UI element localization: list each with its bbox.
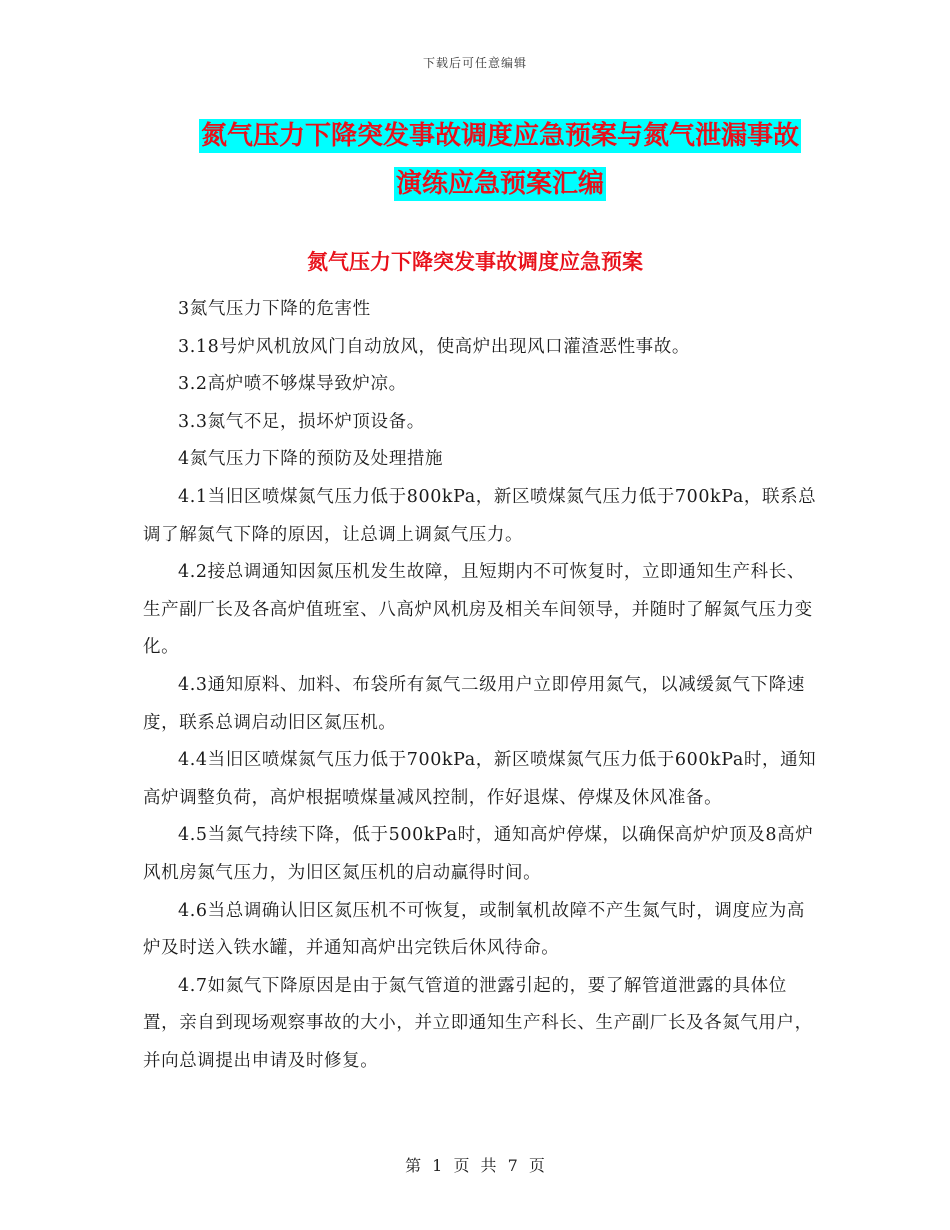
paragraph-4-5: 4.5当氮气持续下降，低于500kPa时，通知高炉停煤，以确保高炉炉顶及8高炉风机房氮气压力，为旧区氮压机的启动赢得时间。 — [143, 825, 814, 883]
paragraph-4-3: 4.3通知原料、加料、布袋所有氮气二级用户立即停用氮气，以减缓氮气下降速度，联系总调启动旧区氮压机。 — [143, 674, 805, 733]
paragraph-hazard-heading: 3氮气压力下降的危害性 — [178, 299, 371, 319]
document-title — [150, 112, 850, 208]
section-title: 氮气压力下降突发事故调度应急预案 — [307, 250, 643, 274]
document-body — [143, 291, 823, 1080]
paragraph-4-4: 4.4当旧区喷煤氮气压力低于700kPa，新区喷煤氮气压力低于600kPa时，通知高炉调整负荷，高炉根据喷煤量减风控制，作好退煤、停煤及休风准备。 — [143, 750, 817, 808]
paragraph-measures-heading: 4氮气压力下降的预防及处理措施 — [178, 449, 444, 470]
paragraph-4-6: 4.6当总调确认旧区氮压机不可恢复，或制氧机故障不产生氮气时，调度应为高炉及时送入铁水罐，并通知高炉出完铁后休风待命。 — [143, 900, 805, 959]
paragraph-4-7: 4.7如氮气下降原因是由于氮气管道的泄露引起的，要了解管道泄露的具体位置，亲自到现场观察事故的大小，并立即通知生产科长、生产副厂长及各氮气用户，并向总调提出申请及时修复。 — [143, 975, 813, 1071]
paragraph-4-2: 4.2接总调通知因氮压机发生故障，且短期内不可恢复时，立即通知生产科长、生产副厂长及各高炉值班室、八高炉风机房及相关车间领导，并随时了解氮气压力变化。 — [143, 562, 813, 658]
page-footer: 第 1 页 共 7 页 — [405, 1156, 545, 1175]
header-note: 下载后可任意编辑 — [422, 56, 527, 70]
paragraph-4-1: 4.1当旧区喷煤氮气压力低于800kPa，新区喷煤氮气压力低于700kPa，联系总调了解氮气下降的原因，让总调上调氮气压力。 — [143, 486, 817, 545]
paragraph-3-3: 3.3氮气不足，损坏炉顶设备。 — [178, 411, 425, 432]
paragraph-3-2: 3.2高炉喷不够煤导致炉凉。 — [178, 374, 407, 395]
paragraph-3-1: 3.18号炉风机放风门自动放风，使高炉出现风口灌渣恶性事故。 — [178, 336, 690, 357]
title-line-1: 氮气压力下降突发事故调度应急预案与氮气泄漏事故 — [200, 121, 799, 151]
title-line-2: 演练应急预案汇编 — [395, 169, 604, 199]
